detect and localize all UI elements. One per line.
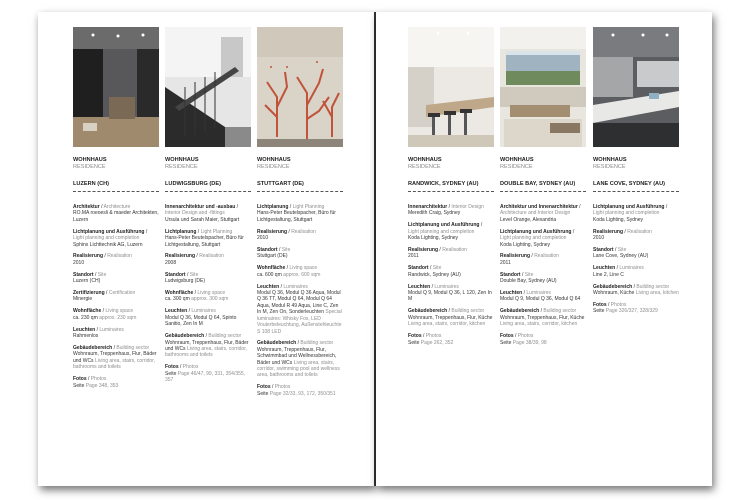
detail-photos: Fotos / Photos Seite Page 32/33, 93, 172, 350/351 (257, 384, 336, 397)
type-label: WOHNHAUS (165, 157, 199, 163)
divider (500, 191, 586, 192)
detail-luminaires: Leuchten / Luminaires Line 2, Line C (593, 265, 644, 278)
detail-realisation: Realisierung / Realisation 2010 (257, 228, 316, 242)
detail-light-planning: Lichtplanung / Light Planning Hans-Peter Beutelspacher, Büro für Lichtgestaltung, Stuttgart (257, 204, 336, 223)
detail-architecture: Architektur und Innenarchitektur / Architecture and Interior Design Level Orange, Alexandria (500, 204, 581, 223)
detail-living-space: Wohnfläche / Living space ca. 600 qm approx. 600 sqm (257, 265, 321, 278)
project-photo (257, 27, 343, 147)
detail-site: Standort / Site Lane Cove, Sydney (AU) (593, 247, 649, 260)
detail-site: Standort / Site Ludwigsburg (DE) (165, 271, 206, 285)
type-label-en: RESIDENCE (165, 164, 198, 170)
project-photo (593, 27, 679, 147)
project-details (408, 204, 494, 351)
detail-building-sector: Gebäudebereich / Building sector Wohnraum, Treppenhaus, Flur, Bäder und WCs Living area, stairs, corridor, bathrooms and toilets (165, 333, 249, 359)
type-label-en: RESIDENCE (593, 164, 626, 170)
project-location: LUZERN (CH) (73, 181, 110, 187)
detail-photos: Fotos / Photos Seite Page 46/47, 99, 331, 354/355, 357 (165, 364, 246, 384)
detail-luminaires: Leuchten / Luminaires Modul Q 36, Modul Q 36 Aqua, Modul Q 36 TT, Modul Q 64, Modul Q 64 Aqua, Modul R 49 Aqua, Line C, Zen In M, Zen On, Sonderleuchten Special luminaires: Whisky Fox, LED Vouterbeleuchtung, Außenstehleuchte S 108 LED (257, 283, 342, 335)
dark-living-room-photo (73, 27, 159, 147)
type-label: WOHNHAUS (257, 157, 291, 163)
project-details (73, 204, 159, 394)
detail-light-planning: Lichtplanung und Ausführung / Light planning and completion Koda Lighting, Sydney (408, 222, 483, 242)
detail-site: Standort / Site Luzern (CH) (73, 271, 107, 285)
left-page (38, 12, 374, 486)
detail-luminaires: Leuchten / Luminaires Rahmenlos (73, 326, 124, 340)
detail-interior-design: Innenarchitektur / Interior Design Meredith Craig, Sydney (408, 204, 484, 217)
detail-site: Standort / Site Double Bay, Sydney (AU) (500, 271, 557, 285)
detail-realisation: Realisierung / Realisation 2008 (165, 253, 224, 266)
divider (165, 191, 251, 192)
detail-certification: Zertifizierung / Certification Minergie (73, 290, 136, 303)
detail-building-sector: Gebäudebereich / Building sector Wohnraum, Treppenhaus, Flur, Bäder und WCs Living area, stairs, corridor, bathrooms and toilets (73, 345, 157, 371)
detail-building-sector: Gebäudebereich / Building sector Wohnraum, Treppenhaus, Flur, Küche Living area, stairs, corridor, kitchen (408, 308, 493, 328)
type-label: WOHNHAUS (73, 157, 107, 163)
project-location: DOUBLE BAY, SYDNEY (AU) (500, 181, 576, 187)
detail-light-planning: Lichtplanung und Ausführung / Light planning and completion Koda Lighting, Sydney (500, 228, 575, 248)
coral-wall-photo (257, 27, 343, 147)
project-details (165, 204, 251, 389)
detail-building-sector: Gebäudebereich / Building sector Wohnraum, Treppenhaus, Flur, Schwimmbad und Wellnessbereich, Bäder und WCs Living area, stairs, corridor, swimming pool and wellness area, bathrooms and toilets (257, 340, 340, 379)
right-page (376, 12, 712, 486)
kitchen-counter-photo (593, 27, 679, 147)
detail-luminaires: Leuchten / Luminaires Modul Q 36, Modul Q 64, Spinto Sanitio, Zen In M (165, 308, 237, 328)
project-location: RANDWICK, SYDNEY (AU) (408, 181, 479, 187)
project-photo (500, 27, 586, 147)
type-label: WOHNHAUS (593, 157, 627, 163)
detail-building-sector: Gebäudebereich / Building sector Wohnraum, Küche Living area, kitchen (593, 283, 679, 297)
divider (408, 191, 494, 192)
detail-realisation: Realisierung / Realisation 2011 (408, 247, 467, 260)
project-details (500, 204, 586, 351)
detail-light-planning: Lichtplanung / Light Planning Hans-Peter Beutelspacher, Büro für Lichtgestaltung, Stuttgart (165, 228, 244, 248)
detail-building-sector: Gebäudebereich / Building sector Wohnraum, Treppenhaus, Flur, Küche Living area, stairs, corridor, kitchen (500, 308, 585, 328)
project-details (593, 204, 679, 320)
detail-site: Standort / Site Stuttgart (DE) (257, 247, 291, 260)
divider (73, 191, 159, 192)
detail-realisation: Realisierung / Realisation 2011 (500, 253, 559, 266)
detail-realisation: Realisierung / Realisation 2010 (593, 228, 652, 242)
project-photo (73, 27, 159, 147)
white-kitchen-photo (408, 27, 494, 147)
type-label-en: RESIDENCE (73, 164, 106, 170)
divider (593, 191, 679, 192)
stairwell-photo (165, 27, 251, 147)
detail-photos: Fotos / Photos Seite Page 262, 352 (408, 333, 454, 346)
project-photo (165, 27, 251, 147)
divider (257, 191, 343, 192)
type-label: WOHNHAUS (500, 157, 534, 163)
project-location: LUDWIGSBURG (DE) (165, 181, 221, 187)
detail-luminaires: Leuchten / Luminaires Modul Q 9, Modul Q 36, Modul Q 64 (500, 290, 581, 303)
detail-realisation: Realisierung / Realisation 2010 (73, 253, 132, 266)
detail-architecture: Architektur / Architecture RO.MA roeoesli & maeder Architekten, Luzern (73, 204, 159, 223)
living-room-view-photo (500, 27, 586, 147)
detail-photos: Fotos / Photos Seite Page 38/39, 98 (500, 333, 547, 346)
detail-photos: Fotos / Photos Seite Page 326/327, 328/329 (593, 301, 658, 315)
type-label: WOHNHAUS (408, 157, 442, 163)
detail-light-planning: Lichtplanung und Ausführung / Light planning and completion Koda Lighting, Sydney (593, 204, 668, 223)
project-details (257, 204, 343, 403)
project-location: STUTTGART (DE) (257, 181, 304, 187)
detail-interior-design: Innenarchitektur und -ausbau / Interior Design and -fittings Ursula und Sarah Maier, Stuttgart (165, 204, 240, 223)
project-location: LANE COVE, SYDNEY (AU) (593, 181, 666, 187)
detail-site: Standort / Site Randwick, Sydney (AU) (408, 265, 461, 278)
detail-photos: Fotos / Photos Seite Page 348, 353 (73, 376, 119, 389)
project-photo (408, 27, 494, 147)
detail-light-planning: Lichtplanung und Ausführung / Light planning and completion Sphinx Lichttechnik AG, Luzern (73, 228, 148, 248)
detail-living-space: Wohnfläche / Living space ca. 300 qm approx. 300 sqm (165, 290, 229, 303)
type-label-en: RESIDENCE (500, 164, 533, 170)
detail-living-space: Wohnfläche / Living space ca. 230 qm approx. 230 sqm (73, 308, 137, 321)
detail-luminaires: Leuchten / Luminaires Modul Q 9, Modul Q 36, L 120, Zen In M (408, 283, 492, 303)
type-label-en: RESIDENCE (408, 164, 441, 170)
type-label-en: RESIDENCE (257, 164, 290, 170)
